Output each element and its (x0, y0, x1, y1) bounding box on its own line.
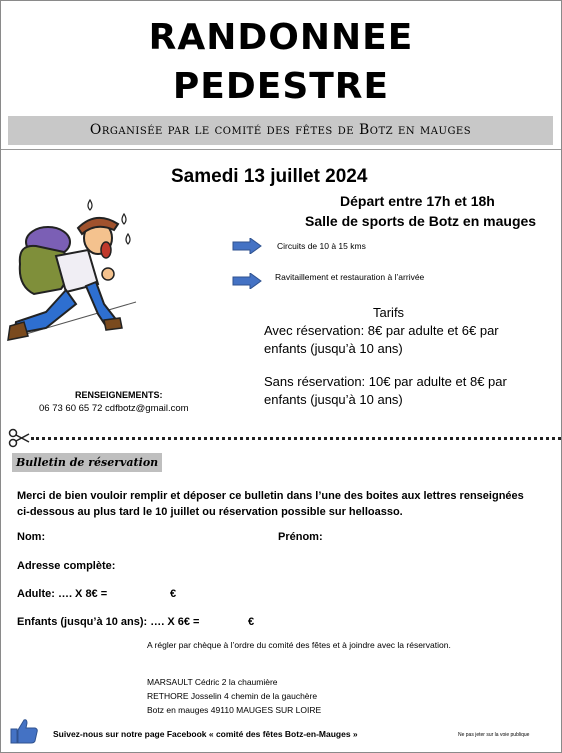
adult-currency: € (170, 588, 177, 600)
bulletin-tab: Bulletin de réservation (12, 453, 162, 472)
field-adult[interactable]: Adulte: …. X 8€ = (17, 588, 108, 600)
field-address[interactable]: Adresse complète: (17, 560, 116, 572)
hiker-illustration (6, 194, 141, 344)
event-date: Samedi 13 juillet 2024 (171, 166, 368, 187)
pricing-with-reservation: Avec réservation: 8€ par adulte et 6€ par enfants (jusqu’à 10 ans) (264, 323, 499, 356)
field-nom[interactable]: Nom: (17, 531, 46, 543)
dropoff-address-3: Botz en mauges 49110 MAUGES SUR LOIRE (147, 705, 322, 715)
contact-heading: RENSEIGNEMENTS: (75, 390, 163, 400)
disclaimer: Ne pas jeter sur la voie publique (458, 732, 530, 738)
form-intro: Merci de bien vouloir remplir et déposer ce bulletin dans l’une des boites aux lettres renseignées ci-dessous au plus tard le 10 juillet ou réservation possible sur helloasso. (17, 490, 524, 518)
facebook-follow: Suivez-nous sur notre page Facebook « comité des fêtes Botz-en-Mauges » (53, 729, 358, 739)
children-currency: € (248, 616, 255, 628)
feature-circuits: Circuits de 10 à 15 kms (277, 241, 366, 251)
facebook-like-icon (10, 718, 38, 744)
arrow-right-icon (232, 238, 262, 254)
pricing-without-reservation: Sans réservation: 10€ par adulte et 8€ par enfants (jusqu’à 10 ans) (264, 374, 507, 407)
title-line-1: RANDONNEE (148, 17, 414, 58)
feature-ravitaillement: Ravitaillement et restauration à l’arrivée (275, 272, 425, 282)
organizer-text: Organisée par le comité des fêtes de Botz en mauges (89, 122, 472, 138)
pricing-heading: Tarifs (373, 305, 405, 320)
scissors-icon (7, 428, 31, 448)
header-divider (1, 149, 561, 150)
field-children[interactable]: Enfants (jusqu’à 10 ans): …. X 6€ = (17, 616, 200, 628)
payment-note: A régler par chèque à l’ordre du comité des fêtes et à joindre avec la réservation. (147, 640, 451, 650)
contact-details: 06 73 60 65 72 cdfbotz@gmail.com (39, 403, 189, 414)
event-departure: Départ entre 17h et 18h (340, 193, 495, 209)
dropoff-address-2: RETHORE Josselin 4 chemin de la gauchère (147, 691, 318, 701)
event-venue: Salle de sports de Botz en mauges (305, 213, 537, 229)
title-line-2: PEDESTRE (172, 66, 390, 107)
arrow-right-icon (232, 273, 262, 289)
dropoff-address-1: MARSAULT Cédric 2 la chaumière (147, 677, 278, 687)
cut-line (31, 437, 561, 440)
organizer-band (8, 116, 553, 145)
field-prenom[interactable]: Prénom: (278, 531, 323, 543)
